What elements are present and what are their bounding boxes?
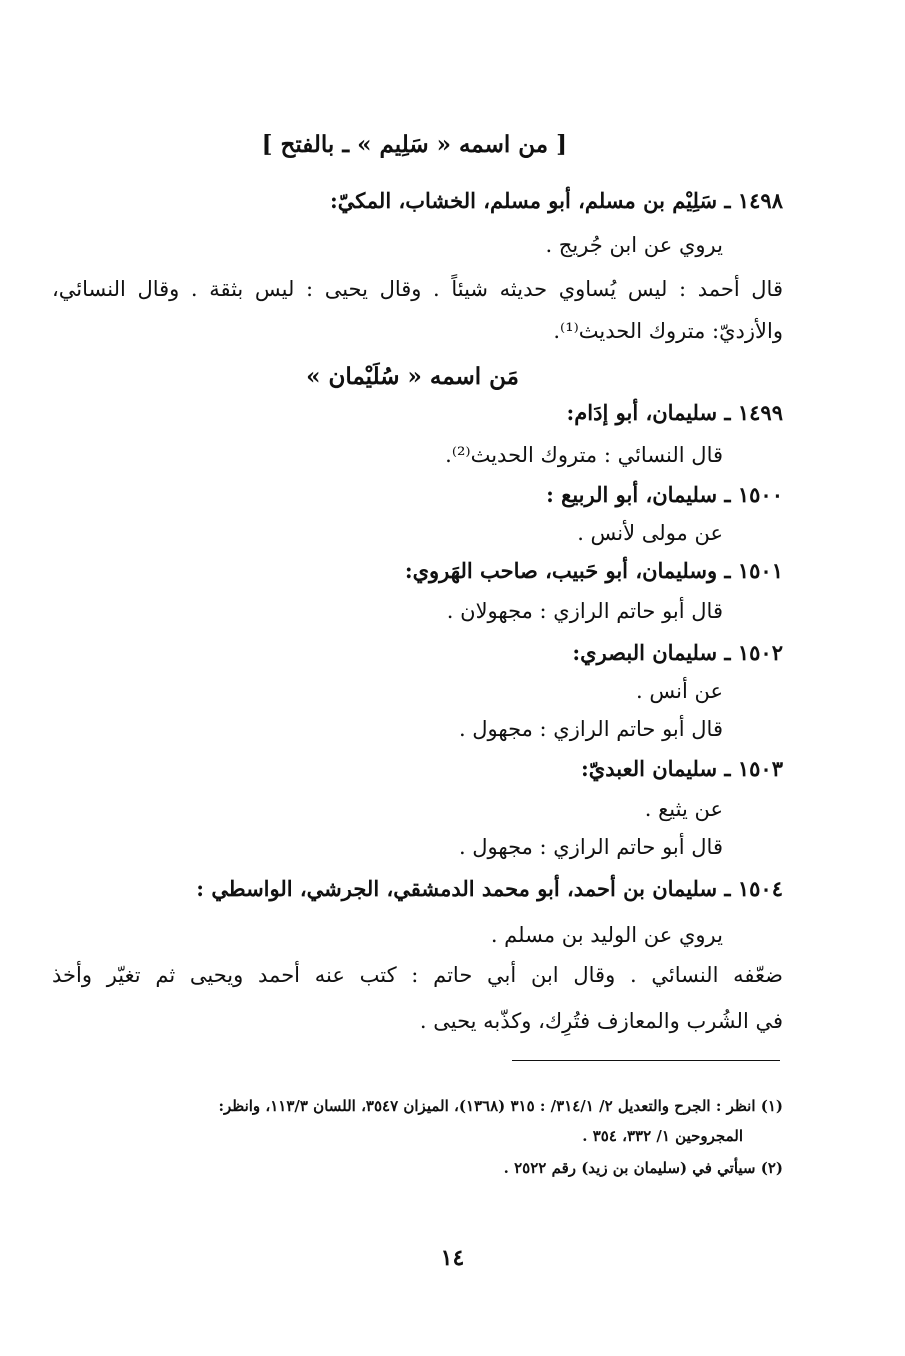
entry-1498-line: قال أحمد : ليس يُساوي حديثه شيئاً . وقال يحيى : ليس بثقة . وقال النسائي،	[52, 277, 783, 301]
footnote-1: (١) انظر : الجرح والتعديل ٢/ ٣١٤/١/ : ٣١٥ (١٣٦٨)، الميزان ٣٥٤٧، اللسان ١١٣/٣، وانظر:	[218, 1097, 783, 1115]
entry-1502-line: قال أبو حاتم الرازي : مجهول .	[458, 717, 723, 741]
entry-1498-line: والأزديّ: متروك الحديث⁽¹⁾.	[553, 319, 783, 343]
page-number: ١٤	[440, 1245, 465, 1271]
entry-1503-line: قال أبو حاتم الرازي : مجهول .	[458, 835, 723, 859]
entry-1499-line: قال النسائي : متروك الحديث⁽²⁾.	[445, 443, 723, 467]
entry-1503-line: عن يثيع .	[644, 797, 723, 821]
entry-1504-line: في الشُرب والمعازف فتُرِك، وكذّبه يحيى .	[419, 1009, 783, 1033]
footnote-1-continued: المجروحين ١/ ٣٣٢، ٣٥٤ .	[582, 1127, 743, 1145]
entry-1502-line: عن أنس .	[636, 679, 723, 703]
entry-1500-line: عن مولى لأنس .	[577, 521, 723, 545]
section-heading-sulayman: مَن اسمه « سُلَيْمان »	[306, 363, 519, 390]
section-heading-salim: [ من اسمه « سَلِيم » ـ بالفتح ]	[261, 131, 567, 158]
entry-1503-title: ١٥٠٣ ـ سليمان العبديّ:	[581, 756, 783, 781]
entry-1498-title: ١٤٩٨ ـ سَلِيْم بن مسلم، أبو مسلم، الخشاب، المكيّ:	[329, 188, 783, 213]
entry-1498-line: يروي عن ابن جُريج .	[545, 233, 723, 257]
entry-1500-title: ١٥٠٠ ـ سليمان، أبو الربيع :	[546, 482, 783, 507]
entry-1501-line: قال أبو حاتم الرازي : مجهولان .	[446, 599, 723, 623]
entry-1504-title: ١٥٠٤ ـ سليمان بن أحمد، أبو محمد الدمشقي، الجرشي، الواسطي :	[196, 876, 783, 901]
footnote-divider	[512, 1060, 780, 1061]
entry-1502-title: ١٥٠٢ ـ سليمان البصري:	[572, 640, 783, 665]
entry-1499-title: ١٤٩٩ ـ سليمان، أبو إدَام:	[566, 400, 783, 425]
entry-1504-line: ضعّفه النسائي . وقال ابن أبي حاتم : كتب عنه أحمد ويحيى ثم تغيّر وأخذ	[52, 963, 783, 987]
entry-1504-line: يروي عن الوليد بن مسلم .	[490, 923, 723, 947]
entry-1501-title: ١٥٠١ ـ وسليمان، أبو حَبيب، صاحب الهَروي:	[404, 558, 783, 583]
footnote-2: (٢) سيأتي في (سليمان بن زيد) رقم ٢٥٢٢ .	[503, 1159, 783, 1177]
